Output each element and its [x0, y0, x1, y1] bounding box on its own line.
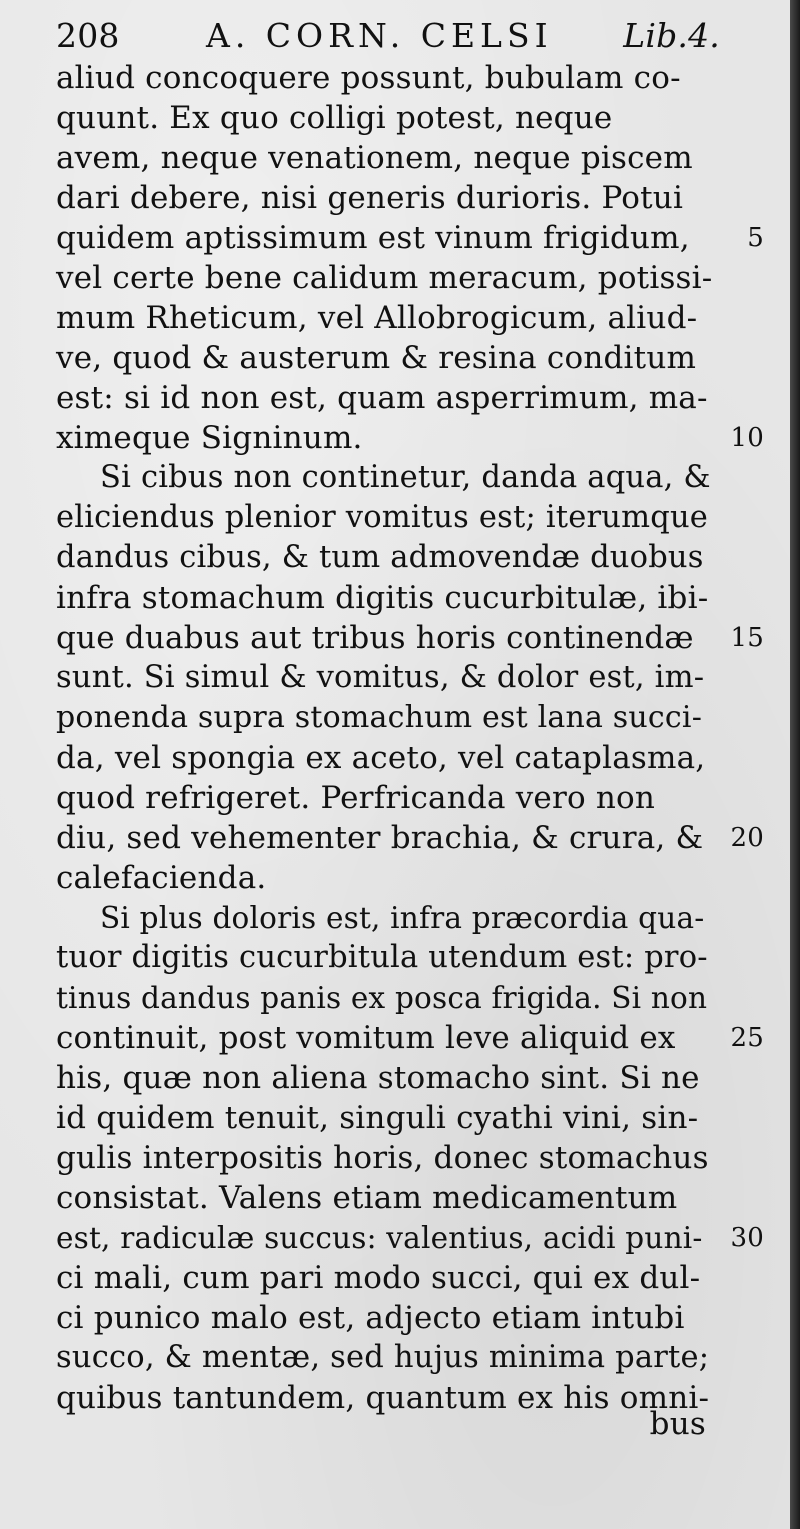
line-number-15: 15 [730, 623, 764, 653]
book-reference: Lib.4. [623, 16, 720, 55]
text-line-32: ci punico malo est, adjecto etiam intubi [56, 1300, 685, 1336]
text-line-2: quunt. Ex quo colligi potest, neque [56, 100, 613, 136]
text-line-14: infra stomachum digitis cucurbitulæ, ibi- [56, 580, 709, 616]
text-line-20: diu, sed vehementer brachia, & crura, & [56, 820, 704, 856]
text-line-15: que duabus aut tribus horis continendæ [56, 620, 694, 656]
text-line-19: quod refrigeret. Perfricanda vero non [56, 780, 656, 816]
line-number-30: 30 [730, 1223, 764, 1253]
text-line-24: tinus dandus panis ex posca frigida. Si non [56, 981, 708, 1015]
text-line-33: succo, & mentæ, sed hujus minima parte; [56, 1340, 710, 1375]
text-line-25: continuit, post vomitum leve aliquid ex [56, 1020, 676, 1056]
text-line-11: Si cibus non continetur, danda aqua, & [100, 460, 711, 495]
text-line-4: dari debere, nisi generis durioris. Potui [56, 180, 684, 216]
page-number: 208 [56, 16, 120, 55]
text-line-1: aliud concoquere possunt, bubulam co- [56, 60, 681, 96]
line-number-25: 25 [730, 1023, 764, 1053]
text-line-22: Si plus doloris est, infra præcordia qua- [100, 901, 705, 935]
text-line-23: tuor digitis cucurbitula utendum est: pro- [56, 940, 708, 975]
text-line-7: mum Rheticum, vel Allobrogicum, aliud- [56, 300, 698, 336]
running-head [56, 14, 720, 58]
text-line-30: est, radiculæ succus: valentius, acidi puni- [56, 1221, 703, 1255]
line-number-10: 10 [730, 423, 764, 453]
text-line-27: id quidem tenuit, singuli cyathi vini, sin- [56, 1100, 699, 1136]
text-line-17: ponenda supra stomachum est lana succi- [56, 700, 703, 735]
text-line-21: calefacienda. [56, 860, 267, 896]
text-line-18: da, vel spongia ex aceto, vel cataplasma, [56, 740, 706, 776]
text-line-34: quibus tantundem, quantum ex his omni- [56, 1380, 710, 1416]
text-line-31: ci mali, cum pari modo succi, qui ex dul- [56, 1260, 701, 1296]
text-line-26: his, quæ non aliena stomacho sint. Si ne [56, 1060, 700, 1096]
catchword: bus [649, 1406, 706, 1442]
text-line-12: eliciendus plenior vomitus est; iterumque [56, 500, 709, 535]
text-line-5: quidem aptissimum est vinum frigidum, [56, 220, 690, 256]
text-line-9: est: si id non est, quam asperrimum, ma- [56, 380, 708, 416]
text-line-16: sunt. Si simul & vomitus, & dolor est, im- [56, 660, 705, 695]
page-edge-shadow [790, 0, 800, 1529]
text-line-3: avem, neque venationem, neque piscem [56, 140, 693, 176]
text-line-10: ximeque Signinum. [56, 420, 363, 456]
text-line-13: dandus cibus, & tum admovendæ duobus [56, 540, 704, 575]
text-line-8: ve, quod & austerum & resina conditum [56, 340, 697, 376]
running-title: A. CORN. CELSI [206, 16, 553, 55]
line-number-5: 5 [747, 223, 764, 253]
line-number-20: 20 [730, 823, 764, 853]
text-line-29: consistat. Valens etiam medicamentum [56, 1180, 678, 1216]
text-line-6: vel certe bene calidum meracum, potissi- [56, 260, 713, 296]
text-line-28: gulis interpositis horis, donec stomachus [56, 1140, 709, 1176]
